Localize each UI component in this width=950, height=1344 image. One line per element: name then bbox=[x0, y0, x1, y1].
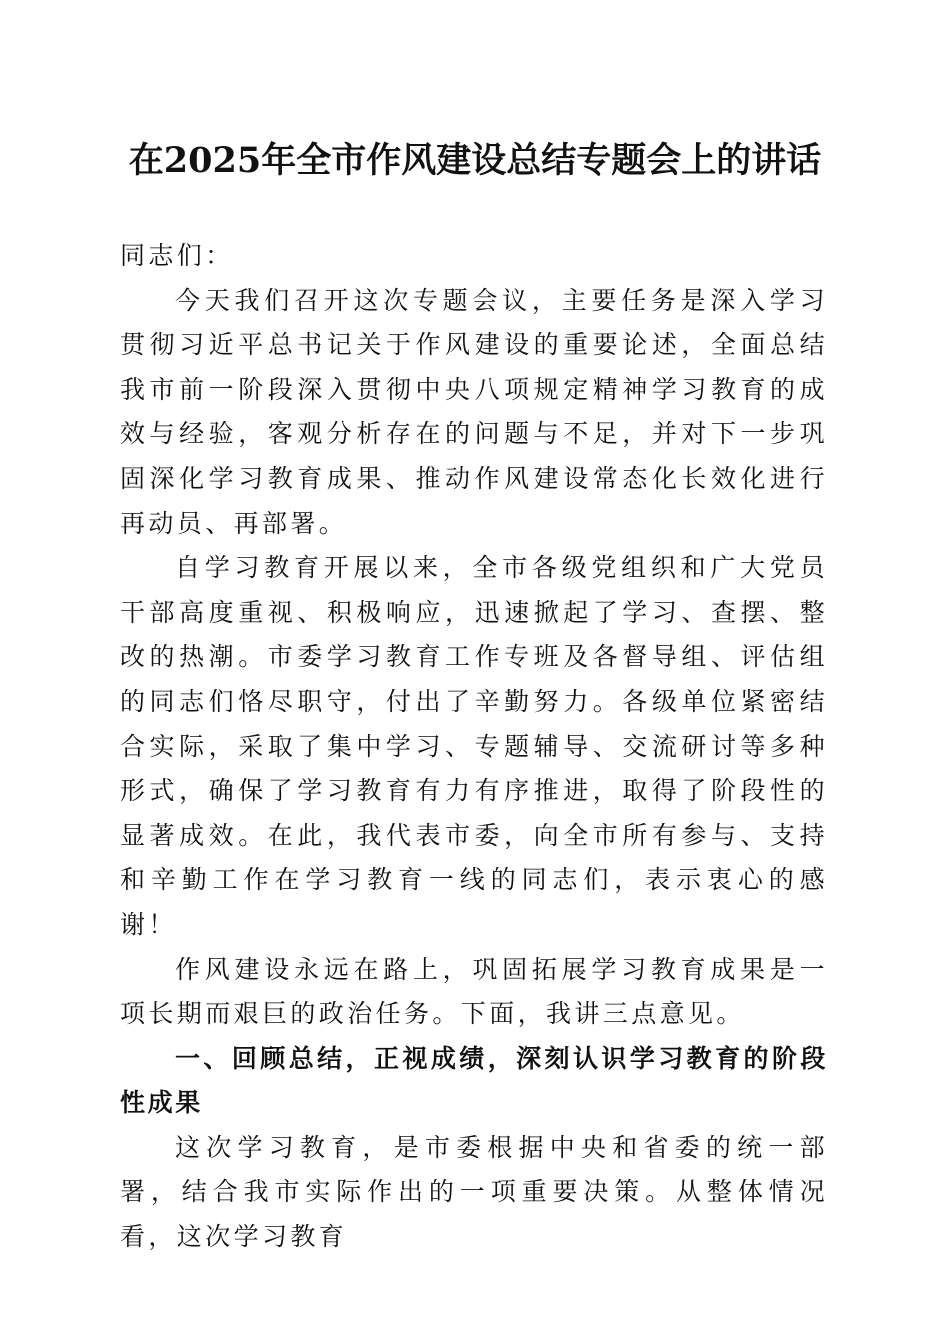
document-body bbox=[120, 234, 828, 1260]
paragraph-intro: 今天我们召开这次专题会议，主要任务是深入学习贯彻习近平总书记关于作风建设的重要论述，全面总结我市前一阶段深入贯彻中央八项规定精神学习教育的成效与经验，客观分析存在的问题与不足，并对下一步巩固深化学习教育成果、推动作风建设常态化长效化进行再动员、再部署。 bbox=[120, 285, 828, 538]
section-paragraph: 这次学习教育，是市委根据中央和省委的统一部署，结合我市实际作出的一项重要决策。从整体情况看，这次学习教育 bbox=[120, 1132, 828, 1252]
section-heading: 一、回顾总结，正视成绩，深刻认识学习教育的阶段性成果 bbox=[120, 1043, 828, 1118]
paragraph-acknowledgement: 自学习教育开展以来，全市各级党组织和广大党员干部高度重视、积极响应，迅速掀起了学习、查摆、整改的热潮。市委学习教育工作专班及各督导组、评估组的同志们恪尽职守，付出了辛勤努力。各级单位紧密结合实际，采取了集中学习、专题辅导、交流研讨等多种形式，确保了学习教育有力有序推进，取得了阶段性的显著成效。在此，我代表市委，向全市所有参与、支持和辛勤工作在学习教育一线的同志们，表示衷心的感谢！ bbox=[120, 553, 828, 939]
document-title: 在2025年全市作风建设总结专题会上的讲话 bbox=[128, 140, 822, 181]
salutation: 同志们： bbox=[120, 241, 234, 270]
paragraph-transition: 作风建设永远在路上，巩固拓展学习教育成果是一项长期而艰巨的政治任务。下面，我讲三点意见。 bbox=[120, 954, 828, 1029]
